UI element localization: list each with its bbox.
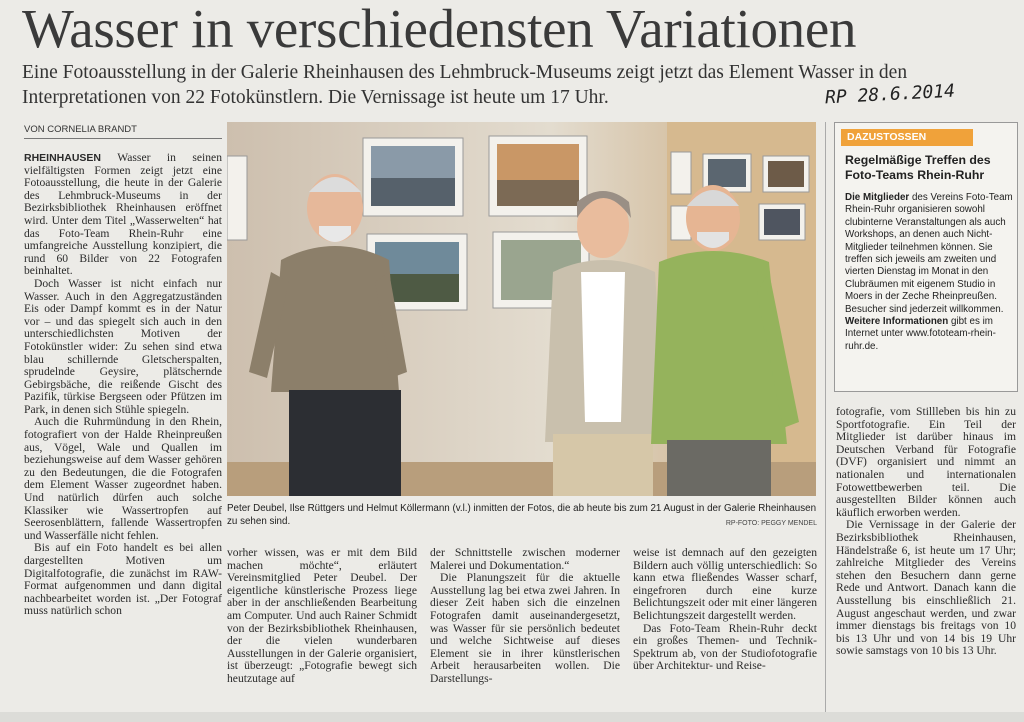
photo-illustration — [227, 122, 816, 496]
paragraph: Bis auf ein Foto handelt es bei allen dargestellten Motiven um Digitalfotografie, die zunächst im RAW-Format aufgenommen und dann digital nachbearbeitet worden ist. „Der Fotograf muss natürlich schon — [24, 541, 222, 618]
paragraph: weise ist demnach auf den gezeigten Bildern auch völlig unterschiedlich: So kann etwa fließendes Wasser scharf, eingefroren durch eine kurze Belichtungszeit oder mit einer längeren Belichtungszeit dargestellt werden. — [633, 546, 817, 622]
paragraph: Die Planungszeit für die aktuelle Ausstellung lag bei etwa zwei Jahren. In dieser Zeit haben sich die einzelnen Fotografen damit auseinandergesetzt, was Wasser für sie persönlich bedeutet und welche Sichtweise auf dieses Element sie in ihrer künstlerischen Arbeit herausarbeiten wollen. Die Darstellungs- — [430, 571, 620, 685]
wall-frame — [363, 138, 463, 216]
wall-frame — [227, 156, 247, 240]
wall-frame — [759, 204, 805, 240]
byline: VON CORNELIA BRANDT — [24, 124, 222, 139]
paragraph: Wasser in seinen vielfältigsten Formen zeigt jetzt eine Fotoausstellung, die heute in der Galerie des Lehmbruck-Museums in der Bezirksbibliothek Rheinhausen eröffnet wird. Unter dem Titel „Wasserwelten“ hat das Foto-Team Rhein-Ruhr eine umfangreiche Ausstellung konzipiert, die rund 60 Bilder von 22 Fotografen beinhaltet. — [24, 151, 222, 278]
paragraph: Das Foto-Team Rhein-Ruhr deckt ein großes Themen- und Technik-Spektrum ab, von der Studiofotografie über Architektur- und Reise- — [633, 621, 817, 673]
paragraph: fotografie, vom Stillleben bis hin zu Sportfotografie. Ein Teil der Mitglieder ist darüber hinaus im Deutschen Verband für Fotografie (DVF) organisiert und nimmt an nationalen und internationalen Fotowettbewerben teil. Die ausgestellten Bilder können auch käuflich erworben werden. — [836, 405, 1016, 519]
info-box-text — [845, 192, 1013, 353]
exhibition-photo — [227, 122, 816, 496]
paragraph: Doch Wasser ist nicht einfach nur Wasser. Auch in den Aggregatzuständen Eis oder Dampf kommt es in der Natur vor – und das spiegelt sich auch in den unterschiedlichsten Motiven der Fotokünstler wider: Zu sehen sind etwa blau schillernde Gletscherspalten, sprudelnde Geysire, plätschernde Gebirgsbäche, die reißende Gischt des Pazifik, türkise Bergseen oder Pfützen im Park, in denen sich Stühle spiegeln. — [24, 276, 222, 416]
info-box — [834, 122, 1018, 392]
wall-frame — [489, 136, 587, 216]
info-text: gibt es im Internet unter www.fototeam-rhein-ruhr.de. — [845, 316, 996, 352]
members-text: des Vereins Foto-Team Rhein-Ruhr organisieren sowohl clubinterne Veranstaltungen als auch Workshops, an denen auch Nicht-Mitglieder teilnehmen können. Sie treffen sich jeweils am zweiten und vierten Dienstag im Monat in den Clubräumen mit eigenem Studio in Moers in der Zeche Rheinpreußen. Besucher sind jederzeit willkommen. — [845, 192, 1013, 315]
handwritten-date-note: RP 28.6.2014 — [824, 80, 956, 109]
article-column-3 — [430, 547, 620, 686]
article-column-4 — [633, 547, 817, 673]
wall-frame — [763, 156, 809, 192]
photo-credit: RP-FOTO: PEGGY MENDEL — [725, 520, 817, 527]
subheadline: Eine Fotoausstellung in der Galerie Rheinhausen des Lehmbruck-Museums zeigt jetzt das Element Wasser in den Interpretationen von 22 Fotokünstlern. Die Vernissage ist heute um 17 Uhr. — [22, 62, 908, 108]
page-edge — [0, 712, 1024, 722]
column-divider — [825, 122, 826, 712]
headline: Wasser in verschiedensten Variationen — [22, 0, 857, 59]
info-box-tag: DAZUSTOSSEN — [841, 129, 973, 146]
wall-frame — [671, 152, 691, 194]
paragraph: vorher wissen, was er mit dem Bild machen möchte“, erläutert Vereinsmitglied Peter Deubel. Der eigentliche künstlerische Prozess liege aber in der anschließenden Bearbeitung am Computer. Und auch Rainer Schmidt von der Bezirksbibliothek Rheinhausen, der die vielen wunderbaren Ausstellungen in der Galerie organisiert, ist überzeugt: „Fotografie bewegt sich heutzutage auf — [227, 546, 417, 685]
info-box-title: Regelmäßige Treffen des Foto-Teams Rhein-Ruhr — [845, 153, 991, 182]
info-label: Weitere Informationen — [845, 316, 949, 328]
paragraph: Auch die Ruhrmündung in den Rhein, fotografiert von der Halde Rheinpreußen aus, Vögel, Wale und Quallen im beziehungsweise auf dem Wasser gehören zu den Bedeutungen, die die Fotografen dem Element Wasser zugeordnet haben. Und natürlich dürfen auch solche Klassiker wie Wassertropfen auf Seerosenblättern, fallende Wassertropfen und Wasserfälle nicht fehlen. — [24, 415, 222, 542]
photo-caption: Peter Deubel, Ilse Rüttgers und Helmut Köllermann (v.l.) inmitten der Fotos, die ab heute bis zum 21 August in der Galerie Rheinhausen zu sehen sind. — [227, 503, 817, 527]
members-label: Die Mitglieder — [845, 192, 910, 203]
article-column-5 — [836, 406, 1016, 658]
article-column-2 — [227, 547, 417, 686]
dateline: RHEINHAUSEN — [24, 152, 102, 164]
paragraph: der Schnittstelle zwischen moderner Malerei und Dokumentation.“ — [430, 546, 620, 572]
article-column-1 — [24, 152, 222, 618]
paragraph: Die Vernissage in der Galerie der Bezirksbibliothek Rheinhausen, Händelstraße 6, ist heute um 17 Uhr; zahlreiche Mitglieder des Vereins stehen den Besuchern dann gerne Rede und Antwort. Danach kann die Ausstellung bis einschließlich 21. August angeschaut werden, und zwar immer dienstags bis freitags von 10 bis 13 Uhr und von 14 bis 19 Uhr sowie samstags von 10 bis 13 Uhr. — [836, 518, 1016, 658]
